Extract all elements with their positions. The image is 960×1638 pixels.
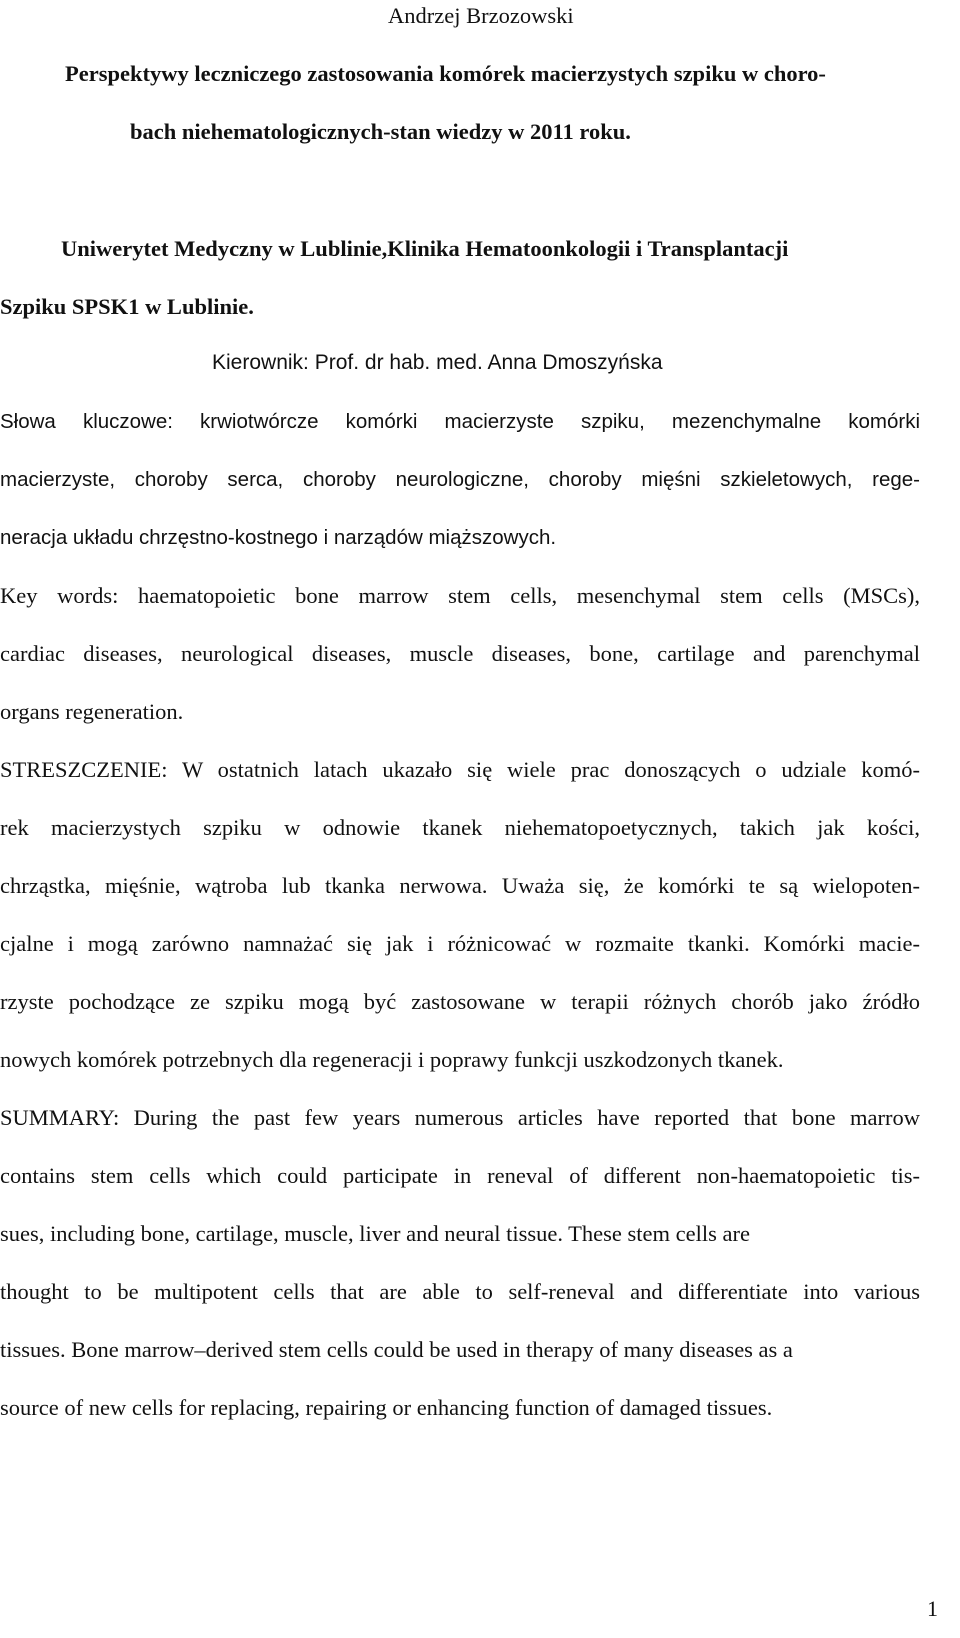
summary-en-line: source of new cells for replacing, repairing or enhancing function of damaged tissues. [0, 1395, 773, 1420]
keywords-en-line: organs regeneration. [0, 699, 184, 724]
summary-en-line: tissues. Bone marrow–derived stem cells could be used in therapy of many diseases as a [0, 1337, 793, 1362]
keywords-en-line: Key words: haematopoietic bone marrow stem cells, mesenchymal stem cells (MSCs), [0, 583, 920, 608]
keywords-pl-line: Słowa kluczowe: krwiotwórcze komórki macierzyste szpiku, mezenchymalne komórki [0, 410, 920, 433]
title-line-2: bach niehematologicznych-stan wiedzy w 2011 roku. [130, 119, 631, 144]
title-line-1: Perspektywy leczniczego zastosowania komórek macierzystych szpiku w choro- [65, 61, 826, 86]
summary-en-line: thought to be multipotent cells that are able to self-reneval and differentiate into various [0, 1279, 920, 1304]
abstract-pl-line: rzyste pochodzące ze szpiku mogą być zastosowane w terapii różnych chorób jako źródło [0, 989, 920, 1014]
abstract-pl-line: nowych komórek potrzebnych dla regeneracji i poprawy funkcji uszkodzonych tkanek. [0, 1047, 784, 1072]
abstract-pl-line: chrząstka, mięśnie, wątroba lub tkanka nerwowa. Uważa się, że komórki te są wielopoten- [0, 873, 920, 898]
page-number: 1 [927, 1596, 938, 1621]
author-name: Andrzej Brzozowski [388, 3, 574, 28]
keywords-pl-line: macierzyste, choroby serca, choroby neurologiczne, choroby mięśni szkieletowych, rege- [0, 468, 920, 491]
summary-en-line: contains stem cells which could participate in reneval of different non-haematopoietic tis- [0, 1163, 920, 1188]
department-head: Kierownik: Prof. dr hab. med. Anna Dmoszyńska [212, 351, 663, 374]
affiliation-line-2: Szpiku SPSK1 w Lublinie. [0, 294, 254, 319]
keywords-pl-line: neracja układu chrzęstno-kostnego i narządów miąższowych. [0, 526, 557, 549]
summary-en-line: sues, including bone, cartilage, muscle, liver and neural tissue. These stem cells are [0, 1221, 750, 1246]
summary-en-line: SUMMARY: During the past few years numerous articles have reported that bone marrow [0, 1105, 920, 1130]
abstract-pl-line: cjalne i mogą zarówno namnażać się jak i różnicować w rozmaite tkanki. Komórki macie- [0, 931, 920, 956]
affiliation-line-1: Uniwerytet Medyczny w Lublinie,Klinika Hematoonkologii i Transplantacji [61, 236, 789, 261]
abstract-pl-line: rek macierzystych szpiku w odnowie tkanek niehematopoetycznych, takich jak kości, [0, 815, 920, 840]
abstract-pl-line: STRESZCZENIE: W ostatnich latach ukazało się wiele prac donoszących o udziale komó- [0, 757, 920, 782]
keywords-en-line: cardiac diseases, neurological diseases, muscle diseases, bone, cartilage and parenchymal [0, 641, 920, 666]
